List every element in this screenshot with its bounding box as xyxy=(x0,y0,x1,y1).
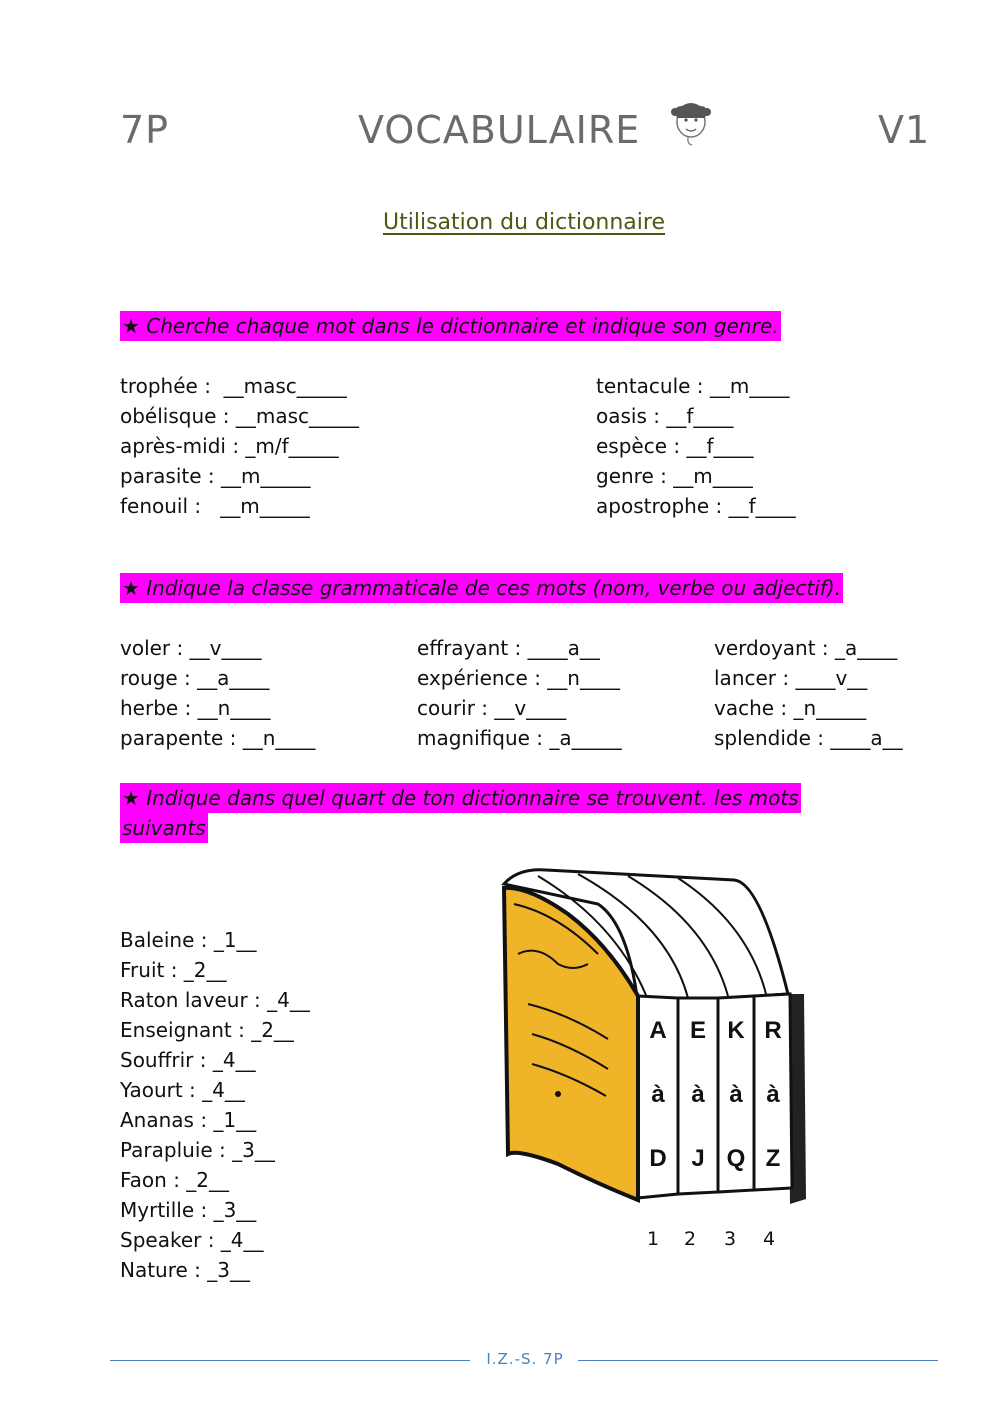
list-item: Souffrir : _4__ xyxy=(120,1048,256,1072)
exercise2-col3 xyxy=(714,633,903,753)
header-left: 7P xyxy=(120,108,170,152)
subtitle: Utilisation du dictionnaire xyxy=(383,210,665,235)
answer-line: fenouil : __m_____ xyxy=(120,494,310,518)
answer-line: genre : __m____ xyxy=(596,464,753,488)
quarter-number: 2 xyxy=(684,1228,697,1250)
answer-line: lancer : ____v__ xyxy=(714,666,868,690)
answer-line: trophée : __masc_____ xyxy=(120,374,347,398)
answer-line: courir : __v____ xyxy=(417,696,567,720)
quarter-number: 1 xyxy=(647,1228,660,1250)
spine-3-bottom: Q xyxy=(726,1145,746,1172)
spine-4-mid: à xyxy=(766,1081,780,1108)
exercise3-instruction-line1: ★ Indique dans quel quart de ton dictionnaire se trouvent. les mots xyxy=(120,783,801,813)
exercise3-instruction xyxy=(120,783,801,843)
answer-line: obélisque : __masc_____ xyxy=(120,404,360,428)
answer-line: apostrophe : __f____ xyxy=(596,494,796,518)
footer-divider-right xyxy=(578,1360,938,1361)
answer-line: rouge : __a____ xyxy=(120,666,270,690)
answer-line: oasis : __f____ xyxy=(596,404,734,428)
answer-line: magnifique : _a_____ xyxy=(417,726,622,750)
answer-line: herbe : __n____ xyxy=(120,696,271,720)
answer-line: voler : __v____ xyxy=(120,636,262,660)
exercise1-instruction: ★ Cherche chaque mot dans le dictionnaire et indique son genre. xyxy=(120,311,781,341)
answer-line: effrayant : ____a__ xyxy=(417,636,600,660)
header-right: V1 xyxy=(878,108,931,152)
answer-line: espèce : __f____ xyxy=(596,434,754,458)
answer-line: après-midi : _m/f_____ xyxy=(120,434,339,458)
list-item: Yaourt : _4__ xyxy=(120,1078,245,1102)
answer-line: splendide : ____a__ xyxy=(714,726,903,750)
spine-2-bottom: J xyxy=(691,1145,705,1172)
list-item: Ananas : _1__ xyxy=(120,1108,257,1132)
answer-line: expérience : __n____ xyxy=(417,666,620,690)
list-item: Parapluie : _3__ xyxy=(120,1138,275,1162)
quarter-number: 4 xyxy=(763,1228,776,1250)
list-item: Raton laveur : _4__ xyxy=(120,988,310,1012)
list-item: Fruit : _2__ xyxy=(120,958,227,982)
footer-text: I.Z.-S. 7P xyxy=(486,1350,564,1368)
exercise1-col1 xyxy=(120,371,359,521)
answer-line: verdoyant : _a____ xyxy=(714,636,898,660)
list-item: Baleine : _1__ xyxy=(120,928,257,952)
spine-4-top: R xyxy=(764,1017,782,1044)
footer-divider-left xyxy=(110,1360,470,1361)
page-title: VOCABULAIRE xyxy=(358,108,641,152)
spine-3-top: K xyxy=(727,1017,745,1044)
list-item: Myrtille : _3__ xyxy=(120,1198,257,1222)
spine-1-mid: à xyxy=(651,1081,665,1108)
answer-line: parapente : __n____ xyxy=(120,726,316,750)
answer-line: vache : _n_____ xyxy=(714,696,867,720)
list-item: Speaker : _4__ xyxy=(120,1228,264,1252)
answer-line: parasite : __m_____ xyxy=(120,464,311,488)
list-item: Enseignant : _2__ xyxy=(120,1018,294,1042)
spine-2-mid: à xyxy=(691,1081,705,1108)
spine-1-top: A xyxy=(649,1017,667,1044)
exercise2-col2 xyxy=(417,633,622,753)
exercise3-instruction-line2: suivants xyxy=(120,813,208,843)
spine-1-bottom: D xyxy=(649,1145,667,1172)
answer-line: tentacule : __m____ xyxy=(596,374,790,398)
exercise3-list xyxy=(120,925,310,1285)
exercise1-col2 xyxy=(596,371,796,521)
spine-2-top: E xyxy=(689,1017,707,1044)
dictionary-book-illustration xyxy=(498,864,818,1210)
spine-3-mid: à xyxy=(729,1081,743,1108)
list-item: Faon : _2__ xyxy=(120,1168,230,1192)
spine-4-bottom: Z xyxy=(765,1145,781,1172)
list-item: Nature : _3__ xyxy=(120,1258,250,1282)
quarter-number: 3 xyxy=(724,1228,737,1250)
girl-face-icon xyxy=(668,98,714,148)
exercise2-col1 xyxy=(120,633,315,753)
exercise2-instruction: ★ Indique la classe grammaticale de ces mots (nom, verbe ou adjectif). xyxy=(120,573,843,603)
